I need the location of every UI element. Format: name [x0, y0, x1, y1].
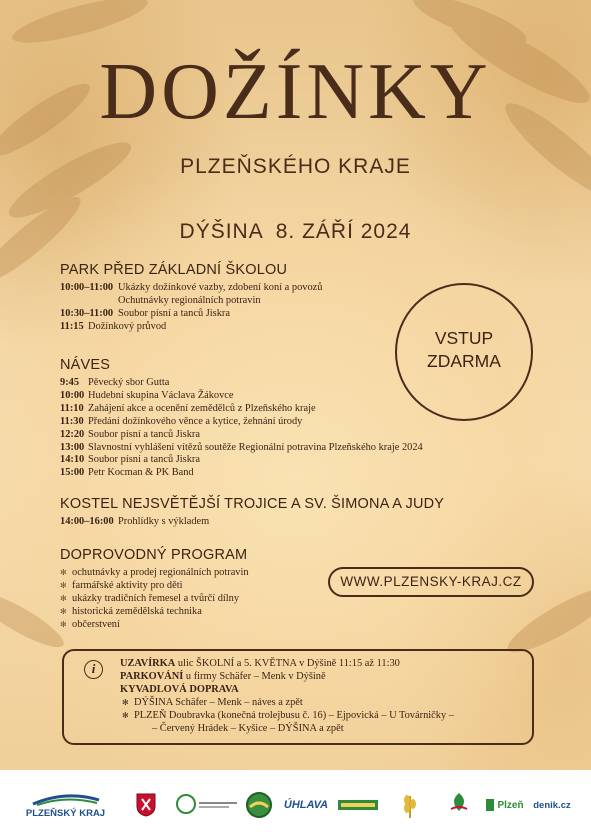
- schedule-time: 12:20: [60, 428, 85, 440]
- schedule-row: [60, 516, 444, 529]
- plzen-logo-text: Plzeň: [497, 799, 524, 811]
- shuttle-route-2-cont: – Červený Hrádek – Kyšice – DÝŠINA a zpět: [152, 723, 344, 734]
- list-item: ✻ farmářské aktivity pro děti: [60, 580, 249, 593]
- round-seal-icon: [245, 791, 273, 819]
- logo-zak-plus: [446, 770, 472, 840]
- schedule-time: 10:00–11:00: [60, 282, 114, 293]
- schedule-text: Soubor písní a tanců Jiskra: [88, 428, 200, 440]
- schedule-row: [60, 429, 423, 442]
- leaf-icon: [447, 791, 471, 819]
- schedule-row: [60, 454, 423, 467]
- logo-plzensky-kraj: [18, 770, 113, 840]
- schedule-time: 15:00: [60, 467, 85, 479]
- kraj-logo-text: PLZEŇSKÝ KRAJ: [25, 807, 106, 819]
- closure-text: ulic ŠKOLNÍ a 5. KVĚTNA v Dýšině 11:15 až 11:30: [177, 658, 400, 669]
- event-place: DÝŠINA: [179, 220, 264, 243]
- logo-round-seal: [244, 770, 274, 840]
- closure-line: [120, 657, 454, 670]
- list-item: ✻ historická zemědělská technika: [60, 606, 249, 619]
- schedule-text: Předání dožínkového věnce a kytice, žehnání úrody: [88, 415, 303, 427]
- schedule-text: Dožínkový průvod: [88, 320, 167, 332]
- section-heading: PARK PŘED ZÁKLADNÍ ŠKOLOU: [60, 262, 288, 278]
- schedule-row: [60, 416, 423, 429]
- parking-text: u firmy Schäfer – Menk v Dýšině: [185, 671, 326, 682]
- schedule-row: [60, 295, 322, 308]
- schedule-row: [60, 467, 423, 480]
- schedule-row: [60, 308, 322, 321]
- page-title: DOŽÍNKY: [99, 48, 492, 136]
- schedule-text: Zahájení akce a ocenění zemědělců z Plzeňského kraje: [88, 402, 316, 414]
- section-program: [60, 547, 249, 632]
- closure-label: UZAVÍRKA: [120, 658, 176, 669]
- section-heading: KOSTEL NEJSVĚTĚJŠÍ TROJICE A SV. ŠIMONA A JUDY: [60, 496, 445, 512]
- logo-denik: [530, 770, 574, 840]
- section-kostel: [60, 496, 444, 529]
- shuttle-label: KYVADLOVÁ DOPRAVA: [120, 684, 239, 695]
- schedule-text: Prohlídky s výkladem: [118, 516, 210, 527]
- schedule-text: Soubor písní a tanců Jiskra: [88, 454, 200, 466]
- schedule-time: 10:00: [60, 389, 85, 401]
- shuttle-route-1: ✻ DÝŠINA Schäfer – Menk – náves a zpět: [120, 696, 454, 709]
- plzen-mark-icon: [486, 799, 494, 811]
- section-heading: DOPROVODNÝ PROGRAM: [60, 547, 248, 563]
- traffic-info-box: [62, 649, 534, 745]
- schedule-text: Hudební skupina Václava Žákovce: [88, 389, 234, 401]
- schedule-text: Soubor písní a tanců Jiskra: [118, 307, 230, 319]
- schedule-text: Ukázky dožínkové vazby, zdobení koní a povozů: [118, 282, 323, 293]
- shuttle-route-2: ✻ PLZEŇ Doubravka (konečná trolejbusu č. 16) – Ejpovická – U Továrničky –: [120, 709, 454, 722]
- list-item: ✻ ochutnávky a prodej regionálních potravin: [60, 567, 249, 580]
- section-park: [60, 262, 322, 334]
- section-naves: [60, 357, 423, 480]
- website-link[interactable]: WWW.PLZENSKY-KRAJ.CZ: [328, 567, 534, 597]
- info-body: [120, 657, 454, 735]
- logo-uhlava: [284, 770, 328, 840]
- schedule-time: 14:00–16:00: [60, 516, 114, 527]
- schedule-time: 13:00: [60, 441, 85, 453]
- kraj-swoosh-icon: [31, 792, 101, 806]
- list-item: ✻ občerstvení: [60, 619, 249, 632]
- schedule-time: 14:10: [60, 454, 85, 466]
- schedule-text: Ochutnávky regionálních potravin: [118, 294, 261, 306]
- ministry-emblem-icon: [174, 792, 240, 818]
- schedule-row: [60, 390, 423, 403]
- schedule-time: 11:15: [60, 320, 84, 332]
- wheat-icon: [395, 790, 425, 820]
- uhlava-logo-text: ÚHLAVA: [283, 799, 329, 811]
- list-item: ✻ ukázky tradičních řemesel a tvůrčí dílny: [60, 593, 249, 606]
- schedule-time: 11:30: [60, 415, 84, 427]
- logo-wheat: [392, 770, 428, 840]
- denik-logo-text: denik.cz: [533, 799, 571, 811]
- section-heading: NÁVES: [60, 357, 111, 373]
- schedule-row: [60, 403, 423, 416]
- page-subtitle: PLZEŇSKÉHO KRAJE: [180, 155, 411, 178]
- schedule-row: [60, 442, 423, 455]
- parking-line: [120, 670, 454, 683]
- green-banner-icon: [337, 797, 379, 813]
- schedule-row: [60, 282, 322, 295]
- logo-plzen: [484, 770, 526, 840]
- schedule-time: 11:10: [60, 402, 84, 414]
- info-icon: i: [84, 660, 103, 679]
- event-date: 8. ZÁŘÍ 2024: [275, 220, 412, 243]
- schedule-text: Petr Kocman & PK Band: [88, 467, 194, 479]
- schedule-row: [60, 377, 423, 390]
- logo-ministry: [172, 770, 242, 840]
- schedule-text: Pěvecký sbor Gutta: [88, 377, 170, 388]
- schedule-text: Slavnostní vyhlášení vítězů soutěže Regionální potravina Plzeňského kraje 2024: [88, 441, 423, 453]
- schedule-row: [60, 321, 322, 334]
- badge-line-1: VSTUP: [434, 328, 494, 348]
- logo-coat-of-arms: [134, 770, 158, 840]
- parking-label: PARKOVÁNÍ: [120, 671, 184, 682]
- badge-line-2: ZDARMA: [427, 351, 501, 371]
- schedule-time: 10:30–11:00: [60, 307, 114, 319]
- coat-of-arms-icon: [136, 793, 156, 817]
- sponsor-logos: [0, 770, 591, 840]
- schedule-time: 9:45: [60, 377, 80, 388]
- logo-green-banner: [336, 770, 380, 840]
- event-place-date: [0, 220, 591, 244]
